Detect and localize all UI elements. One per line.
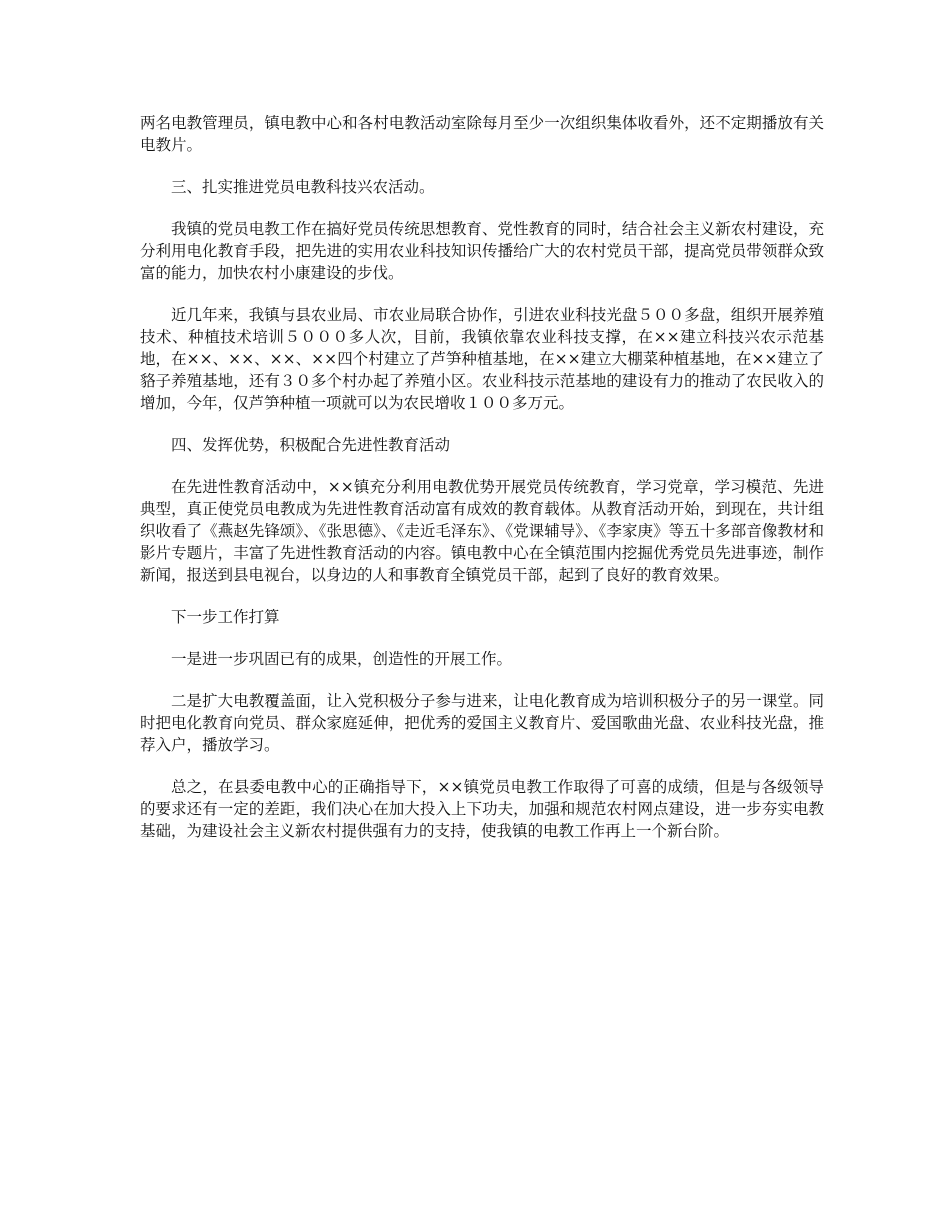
section-heading-three: 三、扎实推进党员电教科技兴农活动。 — [171, 178, 435, 196]
paragraph-body: 在先进性教育活动中，××镇充分利用电教优势开展党员传统教育，学习党章，学习模范、先进典型，真正使党员电教成为先进性教育活动富有成效的教育载体。从教育活动开始，到现在，共计组织收看了《燕赵先锋颂》、《张思德》、《走近毛泽东》、《党课辅导》、《李家庚》等五十多部音像教材和影片专题片，丰富了先进性教育活动的内容。镇电教中心在全镇范围内挖掘优秀党员先进事迹，制作新闻，报送到县电视台，以身边的人和事教育全镇党员干部，起到了良好的教育效果。 — [140, 478, 824, 584]
section-heading-four: 四、发挥优势，积极配合先进性教育活动 — [171, 436, 451, 454]
paragraph-continuation: 两名电教管理员，镇电教中心和各村电教活动室除每月至少一次组织集体收看外，还不定期播放有关电教片。 — [140, 114, 824, 154]
paragraph-body: 我镇的党员电教工作在搞好党员传统思想教育、党性教育的同时，结合社会主义新农村建设，充分利用电化教育手段，把先进的实用农业科技知识传播给广大的农村党员干部，提高党员带领群众致富的能力，加快农村小康建设的步伐。 — [140, 220, 824, 282]
paragraph-body: 一是进一步巩固已有的成果，创造性的开展工作。 — [171, 650, 513, 668]
paragraph-body: 近几年来，我镇与县农业局、市农业局联合协作，引进农业科技光盘５００多盘，组织开展养殖技术、种植技术培训５０００多人次，目前，我镇依靠农业科技支撑，在××建立科技兴农示范基地，在××、××、××、××四个村建立了芦笋种植基地，在××建立大棚菜种植基地，在××建立了貉子养殖基地，还有３０多个村办起了养殖小区。农业科技示范基地的建设有力的推动了农民收入的增加，今年，仅芦笋种植一项就可以为农民增收１００多万元。 — [140, 306, 824, 412]
section-heading-next-steps: 下一步工作打算 — [171, 608, 280, 626]
paragraph-conclusion: 总之，在县委电教中心的正确指导下，××镇党员电教工作取得了可喜的成绩，但是与各级领导的要求还有一定的差距，我们决心在加大投入上下功夫，加强和规范农村网点建设，进一步夯实电教基础，为建设社会主义新农村提供强有力的支持，使我镇的电教工作再上一个新台阶。 — [140, 778, 824, 840]
paragraph-body: 二是扩大电教覆盖面，让入党积极分子参与进来，让电化教育成为培训积极分子的另一课堂。同时把电化教育向党员、群众家庭延伸，把优秀的爱国主义教育片、爱国歌曲光盘、农业科技光盘，推荐入户，播放学习。 — [140, 692, 824, 754]
document-body — [140, 112, 824, 862]
